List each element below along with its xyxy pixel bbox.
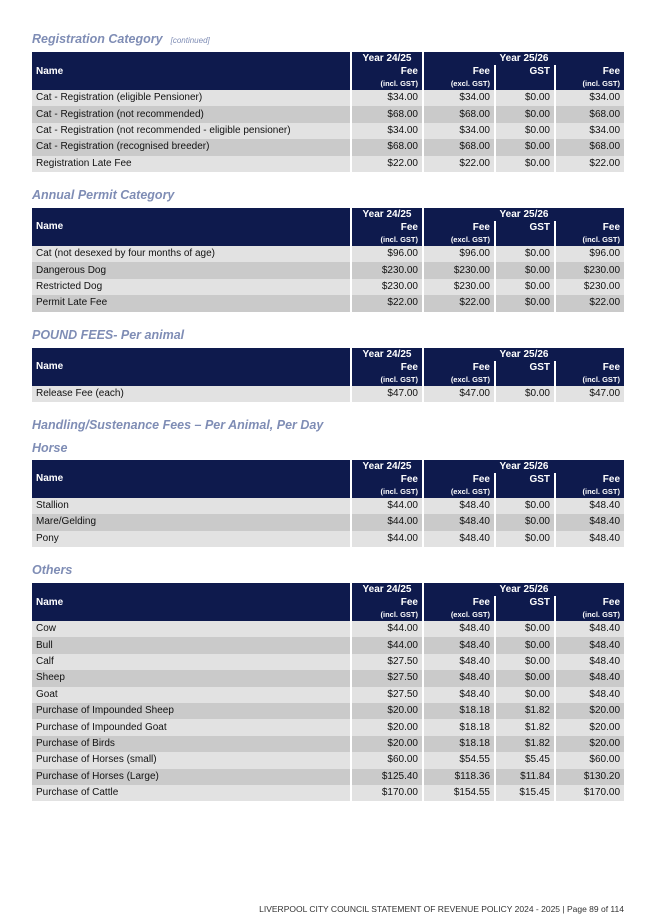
fee-2425-incl: $20.00	[352, 703, 422, 719]
fee-2526-incl: $130.20	[556, 769, 624, 785]
name-column-header: Name	[32, 348, 350, 386]
incl-gst-label: (incl. GST)	[352, 234, 422, 246]
table-row	[32, 654, 624, 670]
gst-2526: $5.45	[496, 752, 554, 768]
gst-2526: $15.45	[496, 785, 554, 801]
fee-2425-incl: $68.00	[352, 106, 422, 122]
fee-name: Cat - Registration (eligible Pensioner)	[32, 90, 350, 106]
section-spacer	[32, 402, 624, 414]
table-row	[32, 736, 624, 752]
gst-2526: $0.00	[496, 654, 554, 670]
year-cur-header: Year 25/26	[424, 52, 624, 65]
fee-2425-incl: $68.00	[352, 139, 422, 155]
gst-2526: $0.00	[496, 123, 554, 139]
table-row	[32, 156, 624, 172]
fee-header: Fee	[424, 596, 494, 609]
fee-2425-incl: $44.00	[352, 621, 422, 637]
fee-2425-incl: $230.00	[352, 279, 422, 295]
incl-gst-label: (incl. GST)	[556, 374, 624, 386]
fee-header: Fee	[556, 221, 624, 234]
continued-label: [continued]	[170, 36, 210, 45]
fee-2526-incl: $20.00	[556, 703, 624, 719]
fee-2425-incl: $20.00	[352, 736, 422, 752]
gst-2526: $0.00	[496, 279, 554, 295]
year-prev-header: Year 24/25	[352, 583, 422, 596]
fee-name: Purchase of Cattle	[32, 785, 350, 801]
fee-2526-excl: $48.40	[424, 514, 494, 530]
year-cur-header: Year 25/26	[424, 583, 624, 596]
fee-2526-incl: $20.00	[556, 719, 624, 735]
fee-2425-incl: $34.00	[352, 90, 422, 106]
gst-header: GST	[496, 473, 554, 486]
gst-blank	[496, 486, 554, 498]
fee-2425-incl: $27.50	[352, 670, 422, 686]
section-title	[32, 559, 624, 583]
fee-header: Fee	[352, 361, 422, 374]
table-row	[32, 498, 624, 514]
table-row	[32, 386, 624, 402]
table-row	[32, 785, 624, 801]
fee-header: Fee	[424, 65, 494, 78]
name-column-header: Name	[32, 460, 350, 498]
incl-gst-label: (incl. GST)	[352, 78, 422, 90]
fee-2526-incl: $48.40	[556, 514, 624, 530]
gst-2526: $0.00	[496, 156, 554, 172]
fee-name: Cow	[32, 621, 350, 637]
fee-2526-incl: $48.40	[556, 654, 624, 670]
fee-2425-incl: $125.40	[352, 769, 422, 785]
section-subtitle: Horse	[32, 440, 68, 455]
table-row	[32, 90, 624, 106]
gst-2526: $0.00	[496, 106, 554, 122]
fee-2526-excl: $118.36	[424, 769, 494, 785]
fee-2526-incl: $48.40	[556, 687, 624, 703]
gst-2526: $0.00	[496, 637, 554, 653]
gst-2526: $0.00	[496, 498, 554, 514]
gst-2526: $1.82	[496, 703, 554, 719]
excl-gst-label: (excl. GST)	[424, 486, 494, 498]
fee-name: Registration Late Fee	[32, 156, 350, 172]
fee-2526-excl: $34.00	[424, 90, 494, 106]
excl-gst-label: (excl. GST)	[424, 78, 494, 90]
incl-gst-label: (incl. GST)	[556, 78, 624, 90]
fee-name: Purchase of Horses (small)	[32, 752, 350, 768]
fee-name: Cat (not desexed by four months of age)	[32, 246, 350, 262]
fee-name: Stallion	[32, 498, 350, 514]
fee-name: Bull	[32, 637, 350, 653]
table-row	[32, 531, 624, 547]
table-row	[32, 769, 624, 785]
table-row	[32, 752, 624, 768]
fee-schedule	[32, 28, 624, 801]
year-prev-header: Year 24/25	[352, 460, 422, 473]
fee-name: Cat - Registration (recognised breeder)	[32, 139, 350, 155]
fee-2425-incl: $22.00	[352, 156, 422, 172]
fee-2425-incl: $34.00	[352, 123, 422, 139]
gst-header: GST	[496, 361, 554, 374]
year-prev-header: Year 24/25	[352, 348, 422, 361]
fee-name: Restricted Dog	[32, 279, 350, 295]
fee-2425-incl: $170.00	[352, 785, 422, 801]
gst-2526: $0.00	[496, 514, 554, 530]
fee-2526-excl: $230.00	[424, 279, 494, 295]
section-spacer	[32, 172, 624, 184]
fee-table	[30, 52, 626, 172]
fee-table	[30, 583, 626, 801]
section-title	[32, 414, 624, 438]
fee-name: Dangerous Dog	[32, 262, 350, 278]
section-title-text: Annual Permit Category	[32, 187, 175, 202]
fee-header: Fee	[352, 473, 422, 486]
fee-2526-excl: $54.55	[424, 752, 494, 768]
year-cur-header: Year 25/26	[424, 460, 624, 473]
gst-2526: $0.00	[496, 295, 554, 311]
incl-gst-label: (incl. GST)	[352, 609, 422, 621]
table-row	[32, 719, 624, 735]
fee-name: Cat - Registration (not recommended - eligible pensioner)	[32, 123, 350, 139]
incl-gst-label: (incl. GST)	[352, 374, 422, 386]
gst-blank	[496, 234, 554, 246]
name-column-header: Name	[32, 208, 350, 246]
fee-2526-incl: $170.00	[556, 785, 624, 801]
fee-2526-excl: $230.00	[424, 262, 494, 278]
fee-2425-incl: $60.00	[352, 752, 422, 768]
fee-name: Calf	[32, 654, 350, 670]
gst-2526: $0.00	[496, 386, 554, 402]
excl-gst-label: (excl. GST)	[424, 609, 494, 621]
fee-2526-incl: $48.40	[556, 621, 624, 637]
section-title-text: Others	[32, 563, 73, 578]
gst-2526: $0.00	[496, 90, 554, 106]
fee-2526-incl: $34.00	[556, 123, 624, 139]
gst-2526: $0.00	[496, 670, 554, 686]
gst-2526: $11.84	[496, 769, 554, 785]
fee-2526-incl: $22.00	[556, 295, 624, 311]
fee-2425-incl: $27.50	[352, 654, 422, 670]
fee-2425-incl: $22.00	[352, 295, 422, 311]
fee-header: Fee	[424, 221, 494, 234]
fee-2425-incl: $44.00	[352, 514, 422, 530]
gst-blank	[496, 78, 554, 90]
table-row	[32, 295, 624, 311]
excl-gst-label: (excl. GST)	[424, 374, 494, 386]
fee-name: Pony	[32, 531, 350, 547]
fee-name: Sheep	[32, 670, 350, 686]
table-row	[32, 139, 624, 155]
gst-2526: $0.00	[496, 246, 554, 262]
fee-name: Cat - Registration (not recommended)	[32, 106, 350, 122]
fee-2526-incl: $34.00	[556, 90, 624, 106]
fee-2526-excl: $48.40	[424, 621, 494, 637]
incl-gst-label: (incl. GST)	[352, 486, 422, 498]
fee-header: Fee	[424, 361, 494, 374]
fee-2425-incl: $44.00	[352, 498, 422, 514]
fee-2526-excl: $96.00	[424, 246, 494, 262]
fee-name: Mare/Gelding	[32, 514, 350, 530]
section-title	[32, 184, 624, 208]
fee-name: Permit Late Fee	[32, 295, 350, 311]
fee-name: Purchase of Impounded Goat	[32, 719, 350, 735]
fee-2526-incl: $48.40	[556, 670, 624, 686]
name-column-header: Name	[32, 583, 350, 621]
table-row	[32, 106, 624, 122]
fee-2526-excl: $154.55	[424, 785, 494, 801]
excl-gst-label: (excl. GST)	[424, 234, 494, 246]
fee-2425-incl: $44.00	[352, 637, 422, 653]
fee-2526-excl: $34.00	[424, 123, 494, 139]
fee-2526-incl: $48.40	[556, 531, 624, 547]
fee-header: Fee	[556, 596, 624, 609]
fee-2526-incl: $68.00	[556, 139, 624, 155]
fee-2526-excl: $22.00	[424, 156, 494, 172]
fee-2526-excl: $18.18	[424, 703, 494, 719]
fee-name: Purchase of Horses (Large)	[32, 769, 350, 785]
fee-2425-incl: $230.00	[352, 262, 422, 278]
fee-2425-incl: $96.00	[352, 246, 422, 262]
fee-2526-incl: $48.40	[556, 637, 624, 653]
table-row	[32, 246, 624, 262]
table-row	[32, 703, 624, 719]
fee-table	[30, 348, 626, 402]
table-row	[32, 262, 624, 278]
fee-2526-excl: $18.18	[424, 719, 494, 735]
fee-2425-incl: $27.50	[352, 687, 422, 703]
fee-2526-incl: $68.00	[556, 106, 624, 122]
fee-table	[30, 460, 626, 547]
incl-gst-label: (incl. GST)	[556, 486, 624, 498]
fee-header: Fee	[556, 65, 624, 78]
fee-name: Release Fee (each)	[32, 386, 350, 402]
fee-header: Fee	[352, 596, 422, 609]
fee-header: Fee	[424, 473, 494, 486]
section-title-text: Registration Category	[32, 32, 163, 46]
fee-2526-excl: $68.00	[424, 106, 494, 122]
gst-2526: $0.00	[496, 531, 554, 547]
fee-2526-excl: $48.40	[424, 498, 494, 514]
fee-2526-excl: $48.40	[424, 654, 494, 670]
fee-name: Goat	[32, 687, 350, 703]
fee-2526-incl: $60.00	[556, 752, 624, 768]
fee-header: Fee	[352, 221, 422, 234]
fee-name: Purchase of Birds	[32, 736, 350, 752]
section-title	[32, 324, 624, 348]
section-title-text: POUND FEES- Per animal	[32, 327, 185, 342]
fee-name: Purchase of Impounded Sheep	[32, 703, 350, 719]
fee-2526-excl: $48.40	[424, 670, 494, 686]
fee-2526-incl: $230.00	[556, 279, 624, 295]
fee-2526-excl: $18.18	[424, 736, 494, 752]
fee-2526-excl: $48.40	[424, 687, 494, 703]
fee-2526-incl: $22.00	[556, 156, 624, 172]
fee-2526-excl: $68.00	[424, 139, 494, 155]
year-cur-header: Year 25/26	[424, 348, 624, 361]
section-spacer	[32, 312, 624, 324]
fee-table	[30, 208, 626, 312]
fee-2425-incl: $44.00	[352, 531, 422, 547]
table-row	[32, 687, 624, 703]
section-title-text: Handling/Sustenance Fees – Per Animal, Per Day	[32, 417, 324, 432]
gst-2526: $1.82	[496, 736, 554, 752]
fee-header: Fee	[556, 361, 624, 374]
section-title	[32, 28, 624, 52]
section-spacer	[32, 547, 624, 559]
gst-2526: $1.82	[496, 719, 554, 735]
gst-2526: $0.00	[496, 139, 554, 155]
fee-2526-excl: $22.00	[424, 295, 494, 311]
gst-2526: $0.00	[496, 262, 554, 278]
fee-2526-incl: $20.00	[556, 736, 624, 752]
year-prev-header: Year 24/25	[352, 208, 422, 221]
fee-2425-incl: $20.00	[352, 719, 422, 735]
gst-blank	[496, 374, 554, 386]
fee-header: Fee	[352, 65, 422, 78]
page-footer: LIVERPOOL CITY COUNCIL STATEMENT OF REVENUE POLICY 2024 - 2025 | Page 89 of 114	[259, 904, 624, 914]
fee-2526-excl: $48.40	[424, 637, 494, 653]
fee-2526-incl: $47.00	[556, 386, 624, 402]
gst-2526: $0.00	[496, 687, 554, 703]
fee-header: Fee	[556, 473, 624, 486]
fee-2526-incl: $48.40	[556, 498, 624, 514]
incl-gst-label: (incl. GST)	[556, 234, 624, 246]
table-row	[32, 123, 624, 139]
gst-header: GST	[496, 65, 554, 78]
year-prev-header: Year 24/25	[352, 52, 422, 65]
gst-header: GST	[496, 596, 554, 609]
fee-2526-excl: $47.00	[424, 386, 494, 402]
year-cur-header: Year 25/26	[424, 208, 624, 221]
table-row	[32, 514, 624, 530]
gst-blank	[496, 609, 554, 621]
table-row	[32, 637, 624, 653]
table-row	[32, 670, 624, 686]
fee-2526-excl: $48.40	[424, 531, 494, 547]
fee-2526-incl: $96.00	[556, 246, 624, 262]
fee-2425-incl: $47.00	[352, 386, 422, 402]
gst-2526: $0.00	[496, 621, 554, 637]
name-column-header: Name	[32, 52, 350, 90]
table-row	[32, 621, 624, 637]
gst-header: GST	[496, 221, 554, 234]
table-row	[32, 279, 624, 295]
fee-2526-incl: $230.00	[556, 262, 624, 278]
incl-gst-label: (incl. GST)	[556, 609, 624, 621]
